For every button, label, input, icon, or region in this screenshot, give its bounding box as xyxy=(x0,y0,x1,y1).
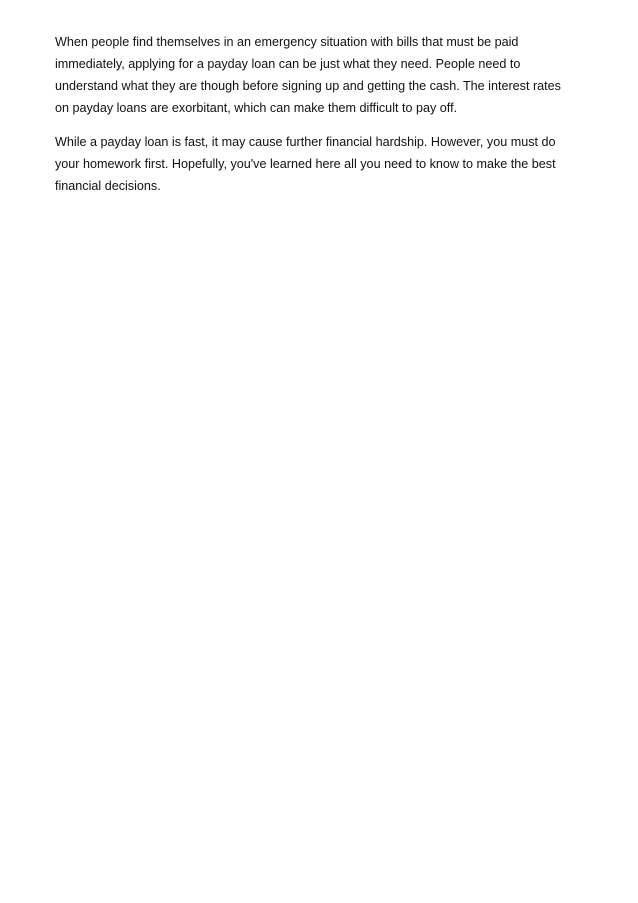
paragraph-financial-hardship: While a payday loan is fast, it may cause further financial hardship. However, you must do your homework first. Hopefully, you've learned here all you need to know to make the best financial decisions. xyxy=(55,135,556,193)
document-body xyxy=(55,31,595,209)
paragraph-emergency-payday-loan: When people find themselves in an emergency situation with bills that must be paid immediately, applying for a payday loan can be just what they need. People need to understand what they are though before signing up and getting the cash. The interest rates on payday loans are exorbitant, which can make them difficult to pay off. xyxy=(55,35,561,115)
